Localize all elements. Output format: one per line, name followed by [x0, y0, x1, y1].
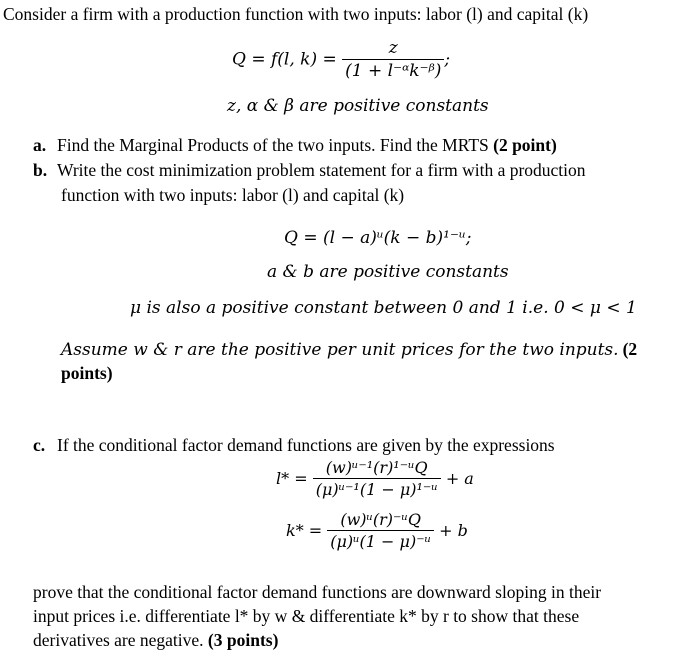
- k-star-fraction: [327, 510, 434, 551]
- part-b-points-2-wrap: [61, 362, 113, 384]
- part-c: [33, 434, 555, 456]
- production-function-eq1: [232, 38, 450, 81]
- k-star-lhs: k* =: [286, 521, 323, 540]
- part-b-note1: a & b are positive constants: [267, 262, 509, 282]
- l-star-fraction: [313, 458, 441, 499]
- k-star-denominator: (μ)ᵘ(1 − μ)⁻ᵘ: [330, 532, 432, 551]
- part-b-note2: μ is also a positive constant between 0 and 1 i.e. 0 < μ < 1: [130, 298, 637, 318]
- part-c-prove-3: derivatives are negative.: [33, 630, 204, 650]
- eq1-fraction: [342, 38, 444, 81]
- eq1-numerator: z: [342, 38, 444, 60]
- part-b-points-2: points): [61, 363, 113, 383]
- part-c-text: If the conditional factor demand functions are given by the expressions: [57, 435, 555, 455]
- part-b-line1: Write the cost minimization problem statement for a firm with a production: [57, 160, 586, 180]
- k-star-plus: + b: [439, 521, 468, 540]
- part-a-text: Find the Marginal Products of the two inputs. Find the MRTS: [57, 135, 489, 155]
- part-c-points: (3 points): [207, 630, 279, 650]
- part-a-points: (2 point): [493, 135, 557, 155]
- l-star-lhs: l* =: [276, 469, 308, 488]
- l-star-eq: [276, 458, 474, 499]
- k-star-eq: [286, 510, 468, 551]
- part-c-prove-1: prove that the conditional factor demand functions are downward sloping in their: [33, 582, 602, 602]
- eq1-note: z, α & β are positive constants: [227, 96, 489, 116]
- intro-text: Consider a firm with a production function with two inputs: labor (l) and capital (k): [3, 4, 589, 24]
- part-b-line2: function with two inputs: labor (l) and capital (k): [61, 185, 405, 205]
- part-a: [33, 134, 557, 156]
- part-b-assume-text: Assume w & r are the positive per unit prices for the two inputs.: [61, 340, 619, 360]
- eq1-suffix: ;: [444, 49, 451, 70]
- part-b-label: b.: [33, 160, 48, 180]
- part-c-label: c.: [33, 435, 46, 455]
- l-star-denominator: (μ)ᵘ⁻¹(1 − μ)¹⁻ᵘ: [315, 480, 438, 499]
- part-c-prove-3-wrap: [33, 629, 278, 651]
- l-star-plus: + a: [445, 469, 474, 488]
- part-b: [33, 159, 586, 181]
- k-star-numerator: (w)ᵘ(r)⁻ᵘQ: [327, 510, 434, 531]
- part-b-assume: [61, 338, 637, 360]
- eq1-denominator: (1 + l⁻ᵅk⁻ᵝ): [345, 61, 442, 81]
- part-a-label: a.: [33, 135, 47, 155]
- l-star-numerator: (w)ᵘ⁻¹(r)¹⁻ᵘQ: [313, 458, 441, 479]
- part-b-points-1: (2: [622, 339, 638, 359]
- part-b-eq: Q = (l − a)ᵘ(k − b)¹⁻ᵘ;: [284, 228, 472, 248]
- part-c-prove-2: input prices i.e. differentiate l* by w & differentiate k* by r to show that these: [33, 606, 580, 626]
- eq1-lhs: Q = f(l, k) =: [232, 49, 337, 70]
